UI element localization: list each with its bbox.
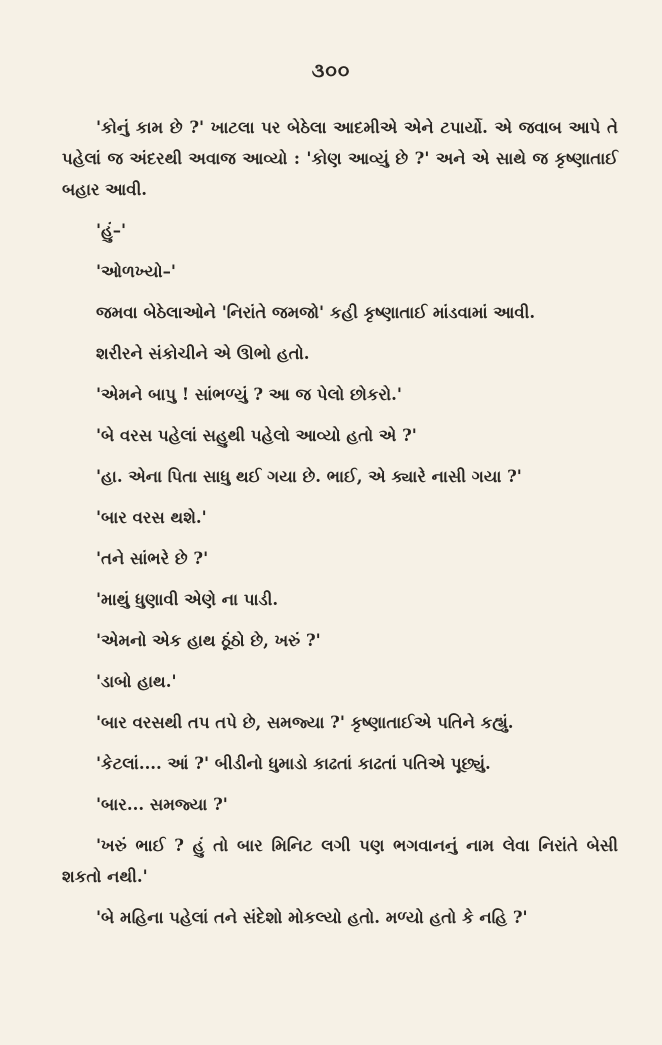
paragraph: 'ખરું ભાઈ ? હું તો બાર મિનિટ લગી પણ ભગવાનનું નામ લેવા નિરાંતે બેસી શકતો નથી.' (62, 836, 618, 886)
paragraph: 'બાર વરસ થશે.' (96, 508, 207, 527)
paragraph: 'બે વરસ પહેલાં સહુથી પહેલો આવ્યો હતો એ ?' (96, 426, 417, 445)
paragraph: 'બે મહિના પહેલાં તને સંદેશો મોકલ્યો હતો. મળ્યો હતો કે નહિ ?' (96, 908, 528, 927)
paragraph: 'બાર વરસથી તપ તપે છે, સમજ્યા ?' કૃષ્ણાતાઈએ પતિને કહ્યું. (96, 713, 514, 732)
paragraph: 'હા. એના પિતા સાધુ થઈ ગયા છે. ભાઈ, એ ક્યારે નાસી ગયા ?' (96, 467, 522, 486)
page-number: ૩૦૦ (311, 60, 351, 82)
paragraph: 'હું–' (96, 221, 127, 240)
paragraph: 'ડાબો હાથ.' (96, 672, 177, 691)
paragraph: જમવા બેઠેલાઓને 'નિરાંતે જમજો' કહી કૃષ્ણાતાઈ માંડવામાં આવી. (96, 303, 536, 322)
paragraph: 'એમનો એક હાથ ઠૂંઠો છે, ખરું ?' (96, 631, 321, 650)
paragraph: 'બાર... સમજ્યા ?' (96, 795, 228, 814)
paragraph: 'તને સાંભરે છે ?' (96, 549, 209, 568)
paragraph: 'એમને બાપુ ! સાંભળ્યું ? આ જ પેલો છોકરો.' (96, 385, 402, 404)
paragraph: 'કોનું કામ છે ?' ખાટલા પર બેઠેલા આદમીએ એને ટપાર્યો. એ જવાબ આપે તે પહેલાં જ અંદરથી અવાજ આવ્યો : 'કોણ આવ્યું છે ?' અને એ સાથે જ કૃષ્ણાતાઈ બહાર આવી. (62, 118, 618, 199)
paragraph: 'કેટલાં.... આં ?' બીડીનો ધુમાડો કાઢતાં કાઢતાં પતિએ પૂછ્યું. (96, 754, 491, 773)
paragraph: 'ઓળખ્યો–' (96, 262, 176, 281)
paragraph: શરીરને સંકોચીને એ ઊભો હતો. (96, 344, 310, 363)
paragraph: 'માથું ધુણાવી એણે ના પાડી. (96, 590, 279, 609)
body-text (62, 112, 618, 943)
